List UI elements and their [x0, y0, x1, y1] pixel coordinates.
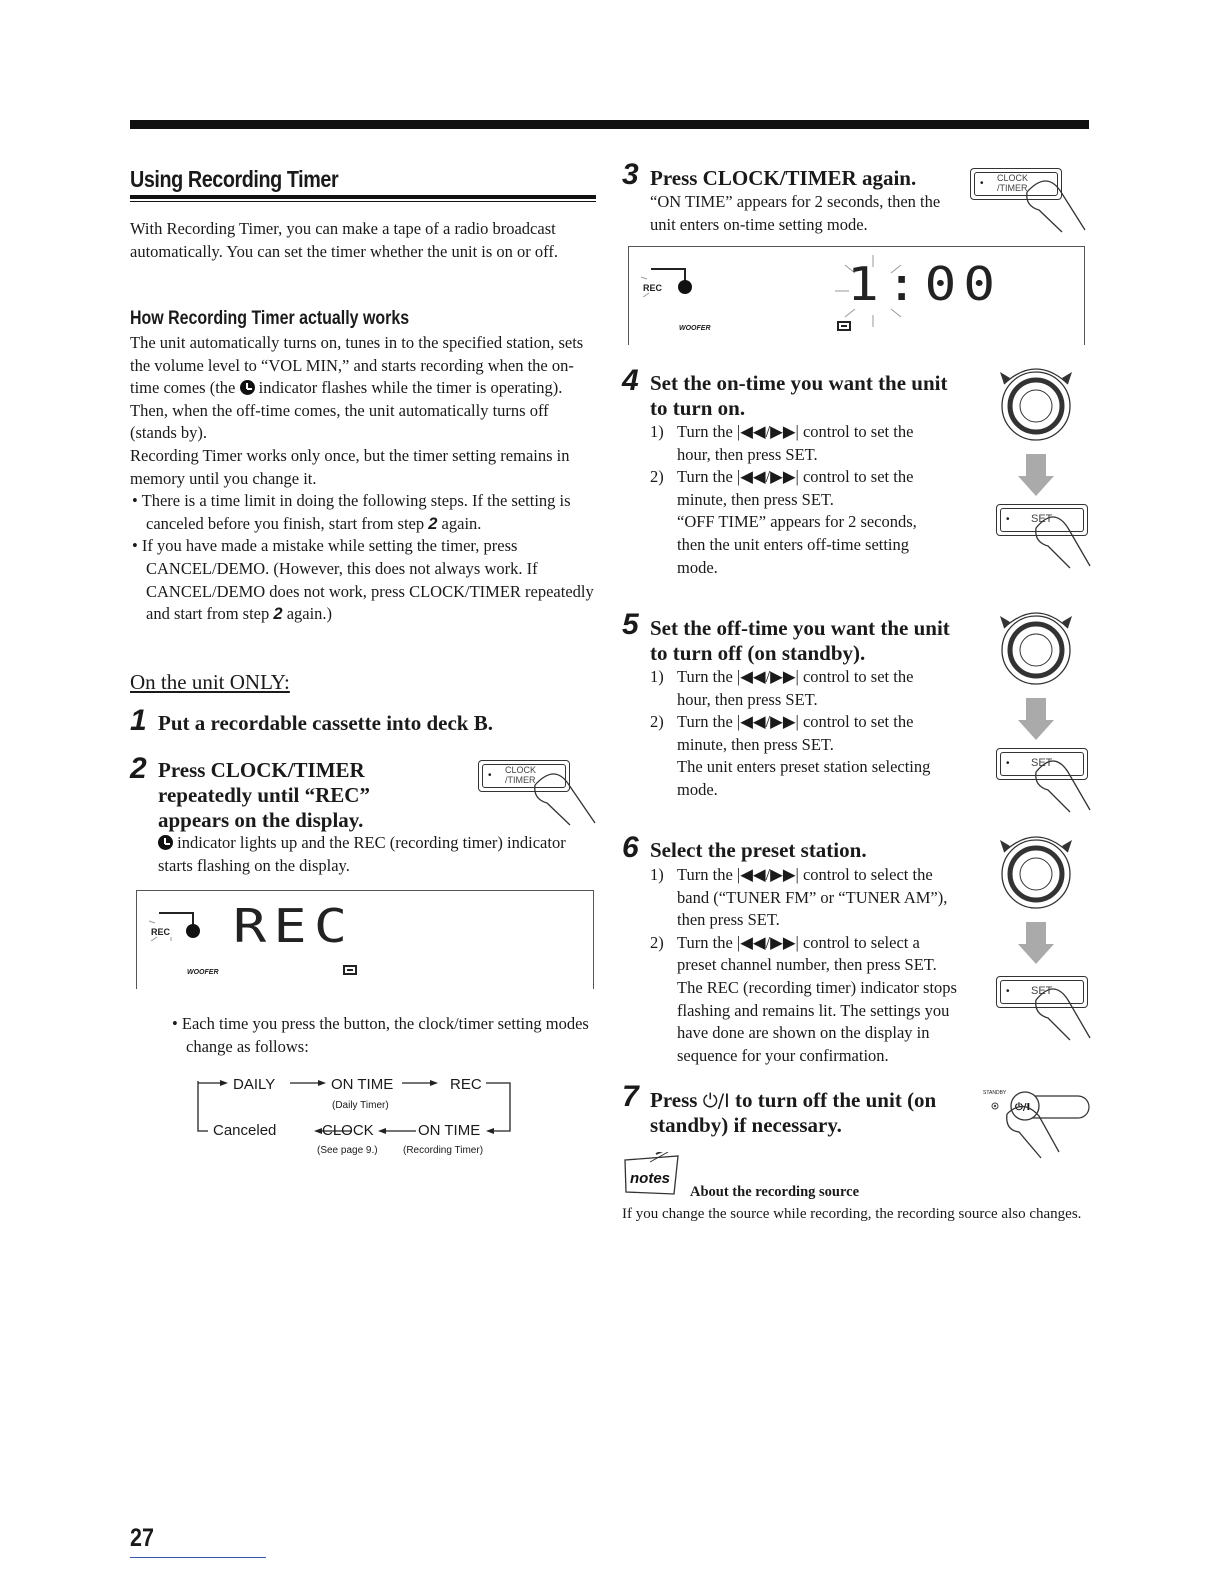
display-panel-rec: [136, 890, 594, 989]
step6-item1-line3: then press SET.: [677, 910, 780, 930]
intro-paragraph: With Recording Timer, you can make a tape of a radio broadcast automatically. You can set the timer whether the unit is on or off.: [130, 219, 558, 261]
step2-number: 2: [130, 752, 147, 785]
timer-indicator-icon: [158, 835, 173, 850]
step4-item1-line2: hour, then press SET.: [677, 444, 818, 464]
rec-timer-indicator-icon: [637, 257, 699, 297]
bullet1-step: 2: [428, 514, 438, 533]
step5-item1-line2: hour, then press SET.: [677, 689, 818, 709]
step6-item2-num: 2): [650, 932, 664, 952]
tape-icon: [343, 965, 357, 975]
step5-item2-line4: mode.: [677, 780, 718, 799]
page-number-rule: [130, 1557, 266, 1558]
step4-title-line2: to turn on.: [650, 396, 746, 420]
how-works-body: [130, 332, 596, 626]
step4-items: [650, 421, 970, 581]
step7-title-line1: [650, 1088, 936, 1114]
step7-title-line2: standby) if necessary.: [650, 1113, 842, 1137]
section-title: Using Recording Timer: [130, 166, 339, 192]
step2-title-line3: appears on the display.: [158, 808, 364, 832]
how-works-para2: Recording Timer works only once, but the timer setting remains in memory until you change it.: [130, 445, 570, 488]
step4-item2-line3: “OFF TIME” appears for 2 seconds,: [677, 512, 917, 532]
finger-press-icon: [1030, 752, 1094, 818]
bullet2-text-b: again.): [286, 604, 333, 624]
step6-item2-line1: Turn the |◀◀/▶▶| control to select a: [677, 932, 920, 952]
diagram-daily-timer: (Daily Timer): [332, 1100, 389, 1111]
step5-item2-line1: Turn the |◀◀/▶▶| control to set the: [677, 712, 914, 732]
clock-label-l2: /TIMER: [505, 775, 536, 785]
top-rule: [130, 120, 1089, 129]
step4-number: 4: [622, 364, 639, 397]
standby-label: STANDBY: [983, 1090, 1007, 1096]
step4-item2-line2: minute, then press SET.: [677, 489, 834, 509]
page-number: 27: [130, 1524, 154, 1552]
step1-number: 1: [130, 704, 147, 737]
step4-item2-line5: mode.: [677, 557, 718, 577]
diagram-rec: REC: [450, 1076, 482, 1093]
clock-label-l1: CLOCK: [997, 173, 1029, 183]
section-title-rule-thin: [130, 201, 596, 202]
step5-item2-num: 2): [650, 712, 664, 732]
step6-item1-line1: Turn the |◀◀/▶▶| control to select the: [677, 865, 933, 884]
on-unit-only-heading: On the unit ONLY:: [130, 670, 290, 694]
step6-item2-line6: sequence for your confirmation.: [677, 1045, 889, 1065]
how-works-bullet1: • There is a time limit in doing the following steps. If the setting is canceled before you finish, start from step 2 again.: [132, 491, 571, 533]
diagram-recording-timer: (Recording Timer): [403, 1145, 484, 1156]
step5-item2-line3: The unit enters preset station selecting: [677, 757, 931, 777]
woofer-label: WOOFER: [679, 325, 711, 332]
step4-item2-line1: Turn the |◀◀/▶▶| control to set the: [677, 467, 914, 487]
step2-title-line2: repeatedly until “REC”: [158, 783, 370, 807]
step7-number: 7: [622, 1080, 639, 1113]
display-time-text: 1:00: [847, 257, 1002, 311]
clock-label-l1: CLOCK: [505, 765, 537, 775]
bullet1-text-b: again.: [441, 513, 482, 533]
step3-title: Press CLOCK/TIMER again.: [650, 166, 917, 190]
finger-press-icon: [525, 765, 605, 837]
diagram-daily: DAILY: [233, 1076, 276, 1093]
diagram-canceled: Canceled: [213, 1122, 277, 1139]
rec-tag: REC: [643, 283, 663, 293]
tape-icon: [837, 321, 851, 331]
step5-item1-num: 1): [650, 667, 664, 686]
step7-title-rest: to turn off the unit (on: [734, 1088, 937, 1112]
woofer-label: WOOFER: [187, 969, 219, 976]
finger-press-icon: [1017, 172, 1089, 238]
finger-press-icon: [1030, 980, 1094, 1046]
step6-title: Select the preset station.: [650, 838, 867, 862]
step7-press-text: Press: [650, 1088, 698, 1112]
step2-title-line1: Press CLOCK/TIMER: [158, 758, 365, 782]
rec-tag: REC: [151, 927, 171, 937]
set-label: SET: [1031, 985, 1053, 997]
timer-indicator-icon: [240, 380, 255, 395]
set-label: SET: [1031, 757, 1053, 769]
step6-number: 6: [622, 831, 639, 864]
step2-bullet: • Each time you press the button, the clock/timer setting modes change as follows:: [172, 1014, 589, 1056]
clock-timer-button-step3[interactable]: • CLOCK /TIMER: [970, 168, 1062, 200]
step6-items: [650, 864, 990, 1064]
rec-timer-indicator-icon: [145, 901, 207, 941]
set-label: SET: [1031, 513, 1053, 525]
how-works-bullet2: • If you have made a mistake while setting the timer, press CANCEL/DEMO. (However, this does not always work. If CANCEL/DEMO does not work, press CLOCK/TIMER repeatedly and start from step 2 again.): [132, 536, 594, 624]
step3-body: “ON TIME” appears for 2 seconds, then the unit enters on-time setting mode.: [650, 192, 941, 234]
step2-bullet-text: Each time you press the button, the clock/timer setting modes change as follows:: [181, 1014, 589, 1056]
diagram-clock: CLOCK: [322, 1122, 374, 1139]
step3-number: 3: [622, 158, 639, 191]
clock-label-l2: /TIMER: [997, 183, 1028, 193]
notes-title: About the recording source: [690, 1184, 860, 1200]
step2-body: [158, 832, 578, 877]
step4-title-line1: Set the on-time you want the unit: [650, 371, 948, 395]
step4-item1-num: 1): [650, 422, 664, 441]
display-panel-on-time: [628, 246, 1085, 345]
step2-body-text: indicator lights up and the REC (recording timer) indicator starts flashing on the display.: [158, 833, 566, 875]
diagram-on-time-bottom: ON TIME: [418, 1122, 481, 1139]
bullet2-text-a: If you have made a mistake while setting the timer, press CANCEL/DEMO. (However, this does not always work. If CANCEL/DEMO does not work, press CLOCK/TIMER repeatedly and start from step: [141, 536, 594, 624]
display-rec-text: REC: [233, 899, 355, 953]
step5-title-line2: to turn off (on standby).: [650, 641, 866, 665]
step4-item2-line4: then the unit enters off-time setting: [677, 535, 910, 554]
notes-icon-label: notes: [630, 1170, 671, 1187]
notes-icon: [622, 1152, 684, 1200]
power-button-label: ⏻/I: [1015, 1102, 1031, 1113]
step4-item1-line1: Turn the |◀◀/▶▶| control to set the: [677, 422, 914, 441]
power-icon: ⏻/I: [702, 1090, 730, 1112]
notes-body: If you change the source while recording, the recording source also changes.: [622, 1206, 1082, 1222]
step1-title: Put a recordable cassette into deck B.: [158, 711, 493, 735]
step6-item2-line4: flashing and remains lit. The settings you: [677, 1000, 950, 1020]
step5-items: [650, 666, 970, 806]
how-works-title: How Recording Timer actually works: [130, 308, 410, 329]
bullet1-text-a: There is a time limit in doing the following steps. If the setting is canceled before you finish, start from step: [141, 491, 571, 533]
step5-title-line1: Set the off-time you want the unit: [650, 616, 950, 640]
diagram-see-page: (See page 9.): [317, 1145, 378, 1156]
step6-item1-num: 1): [650, 865, 664, 884]
set-button-step5[interactable]: • SET: [996, 748, 1088, 780]
step6-item2-line3: The REC (recording timer) indicator stops: [677, 978, 957, 997]
bullet2-step: 2: [273, 605, 283, 624]
step6-item2-line2: preset channel number, then press SET.: [677, 955, 937, 975]
set-button-step6[interactable]: • SET: [996, 976, 1088, 1008]
step4-item2-num: 2): [650, 467, 664, 487]
standby-power-button[interactable]: [983, 1090, 1093, 1166]
step6-item2-line5: have done are shown on the display in: [677, 1023, 930, 1043]
step5-item1-line1: Turn the |◀◀/▶▶| control to set the: [677, 667, 914, 686]
diagram-on-time-top: ON TIME: [331, 1076, 394, 1093]
finger-press-icon: [1030, 508, 1094, 574]
how-works-para1-a: The unit automatically turns on, tunes in to the specified station, sets the volume level to “VOL MIN,” and starts recording when the on-time comes (the: [130, 333, 584, 398]
step6-item1-line2: band (“TUNER FM” or “TUNER AM”),: [677, 887, 948, 907]
section-title-rule: [130, 195, 596, 199]
how-works-para1-b: indicator flashes while the timer is operating). Then, when the off-time comes, the unit automatically turns off (stands by).: [130, 378, 563, 443]
clock-timer-button-step2[interactable]: • CLOCK /TIMER: [478, 760, 570, 792]
step5-item2-line2: minute, then press SET.: [677, 734, 834, 754]
set-button-step4[interactable]: • SET: [996, 504, 1088, 536]
step5-number: 5: [622, 608, 639, 641]
